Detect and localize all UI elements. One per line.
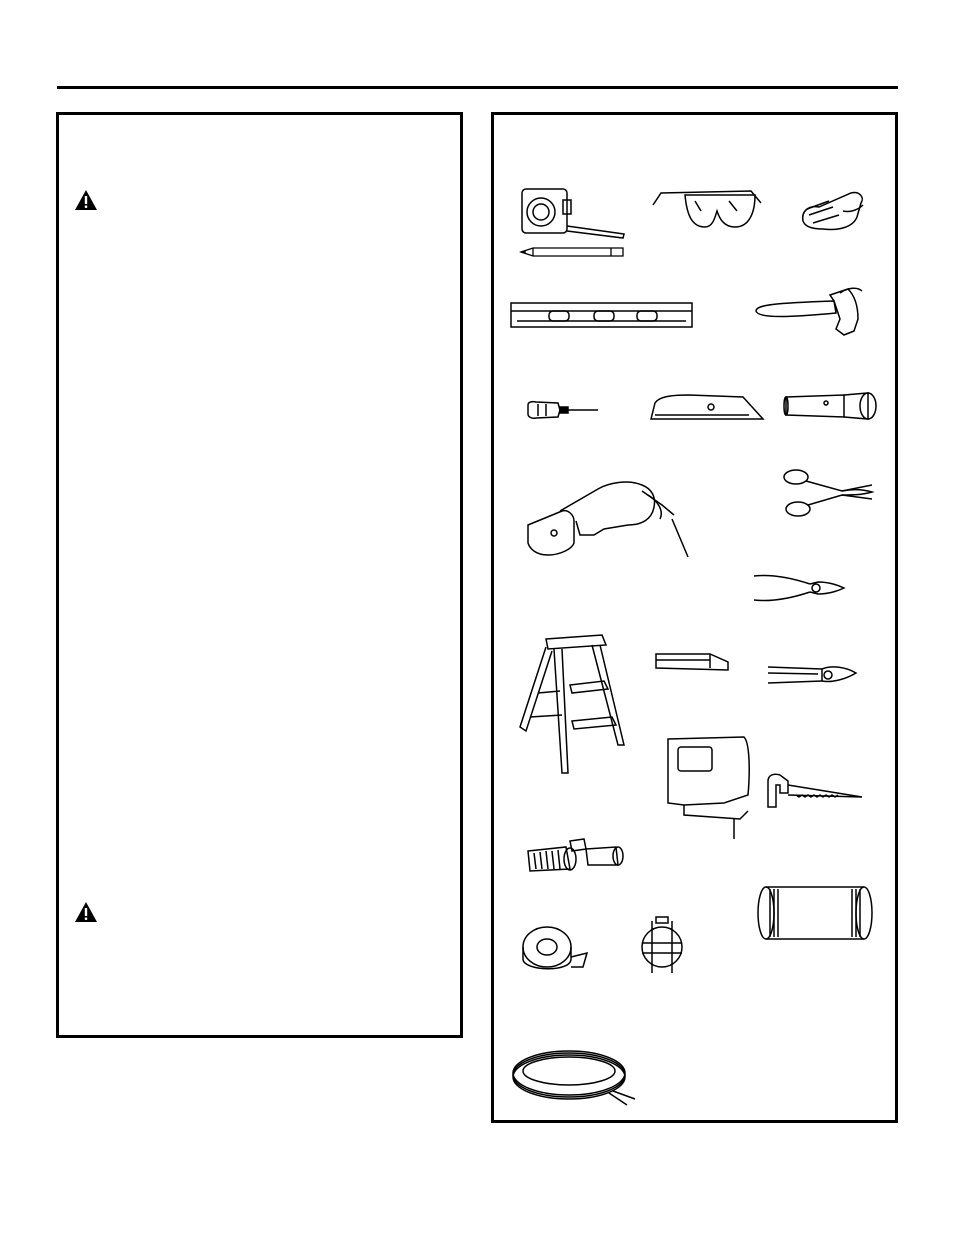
header-rule: [57, 86, 898, 89]
warning-triangle-icon: [74, 901, 98, 923]
wire-stripper-icon: [766, 661, 858, 691]
screwdriver-icon: [526, 399, 600, 421]
jigsaw-icon: [664, 733, 754, 843]
tin-snips-icon: [782, 467, 878, 519]
drill-icon: [524, 475, 692, 561]
warning-triangle-icon: [74, 189, 98, 211]
wire-cutters-icon: [752, 570, 846, 608]
level-icon: [509, 301, 694, 331]
nut-driver-icon: [782, 391, 880, 423]
utility-knife-icon: [649, 393, 765, 423]
duct-tape-icon: [652, 650, 730, 672]
pencil-icon: [519, 245, 629, 259]
safety-glasses-icon: [651, 187, 763, 233]
wire-coil-icon: [509, 1047, 639, 1109]
keyhole-saw-icon: [766, 771, 866, 809]
tools-panel: [491, 112, 898, 1123]
hammer-icon: [754, 285, 866, 343]
electrical-tape-icon: [519, 923, 591, 979]
stepladder-icon: [516, 633, 628, 781]
wire-nuts-icon: [526, 835, 626, 879]
tape-measure-icon: [519, 186, 629, 241]
strain-relief-connector-icon: [634, 915, 690, 977]
safety-panel: [56, 112, 463, 1038]
gloves-icon: [799, 187, 869, 235]
duct-pipe-icon: [756, 883, 874, 947]
